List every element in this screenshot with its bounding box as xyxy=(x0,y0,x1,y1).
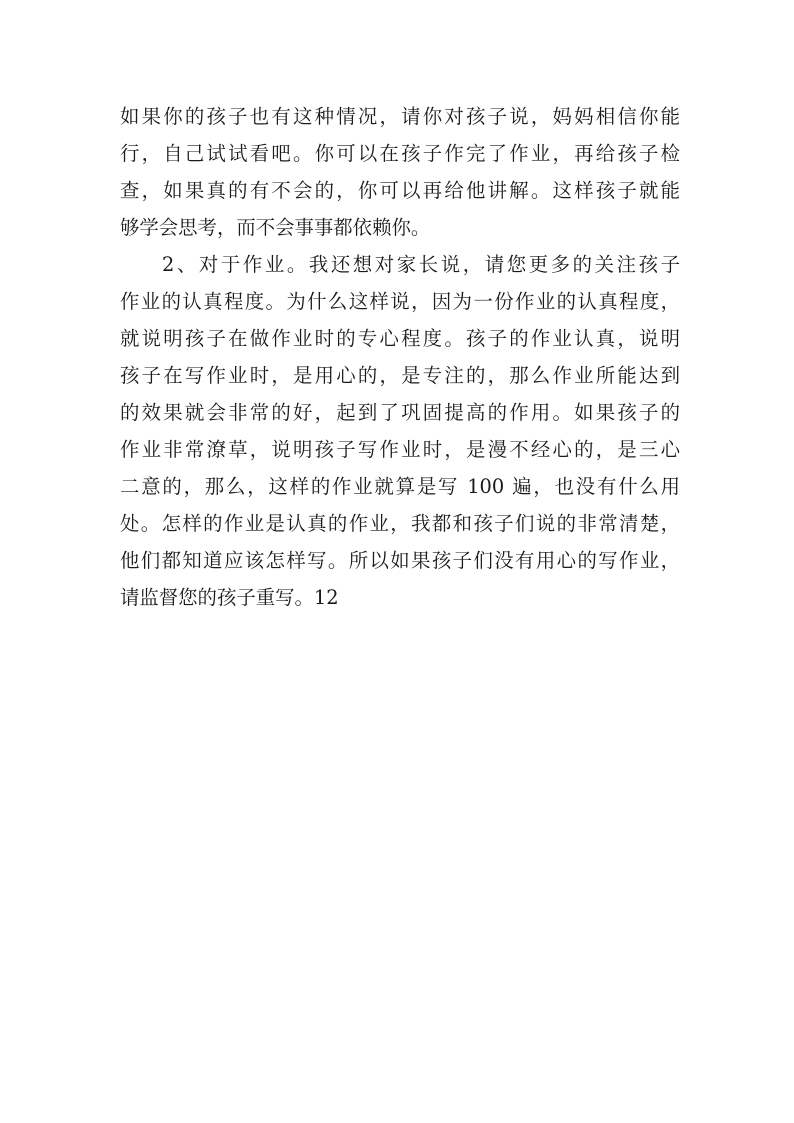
paragraph-homework xyxy=(120,246,680,616)
paragraph-line: 2、对于作业。我还想对家长说，请您更多的关注孩子 xyxy=(162,253,680,276)
paragraph-line: 如果你的孩子也有这种情况，请你对孩子说，妈妈相信你能 xyxy=(120,105,680,128)
document-body xyxy=(120,98,680,616)
paragraph-line: 就说明孩子在做作业时的专心程度。孩子的作业认真，说明 xyxy=(120,327,680,350)
paragraph-line: 够学会思考，而不会事事都依赖你。 xyxy=(120,216,431,239)
paragraph-line: 查，如果真的有不会的，你可以再给他讲解。这样孩子就能 xyxy=(120,179,680,202)
paragraph-line: 处。怎样的作业是认真的作业，我都和孩子们说的非常清楚， xyxy=(120,512,680,535)
paragraph-line: 行，自己试试看吧。你可以在孩子作完了作业，再给孩子检 xyxy=(120,142,680,165)
paragraph-line: 的效果就会非常的好，起到了巩固提高的作用。如果孩子的 xyxy=(120,401,680,424)
paragraph-line: 孩子在写作业时，是用心的，是专注的，那么作业所能达到 xyxy=(120,364,680,387)
paragraph-line: 二意的，那么，这样的作业就算是写 100 遍，也没有什么用 xyxy=(120,475,680,498)
paragraph-line: 请监督您的孩子重写。12 xyxy=(120,586,339,609)
paragraph-line: 作业非常潦草，说明孩子写作业时，是漫不经心的，是三心 xyxy=(120,438,680,461)
paragraph-line: 他们都知道应该怎样写。所以如果孩子们没有用心的写作业， xyxy=(120,549,680,572)
paragraph-home-guidance xyxy=(120,98,680,246)
paragraph-line: 作业的认真程度。为什么这样说，因为一份作业的认真程度， xyxy=(120,290,680,313)
